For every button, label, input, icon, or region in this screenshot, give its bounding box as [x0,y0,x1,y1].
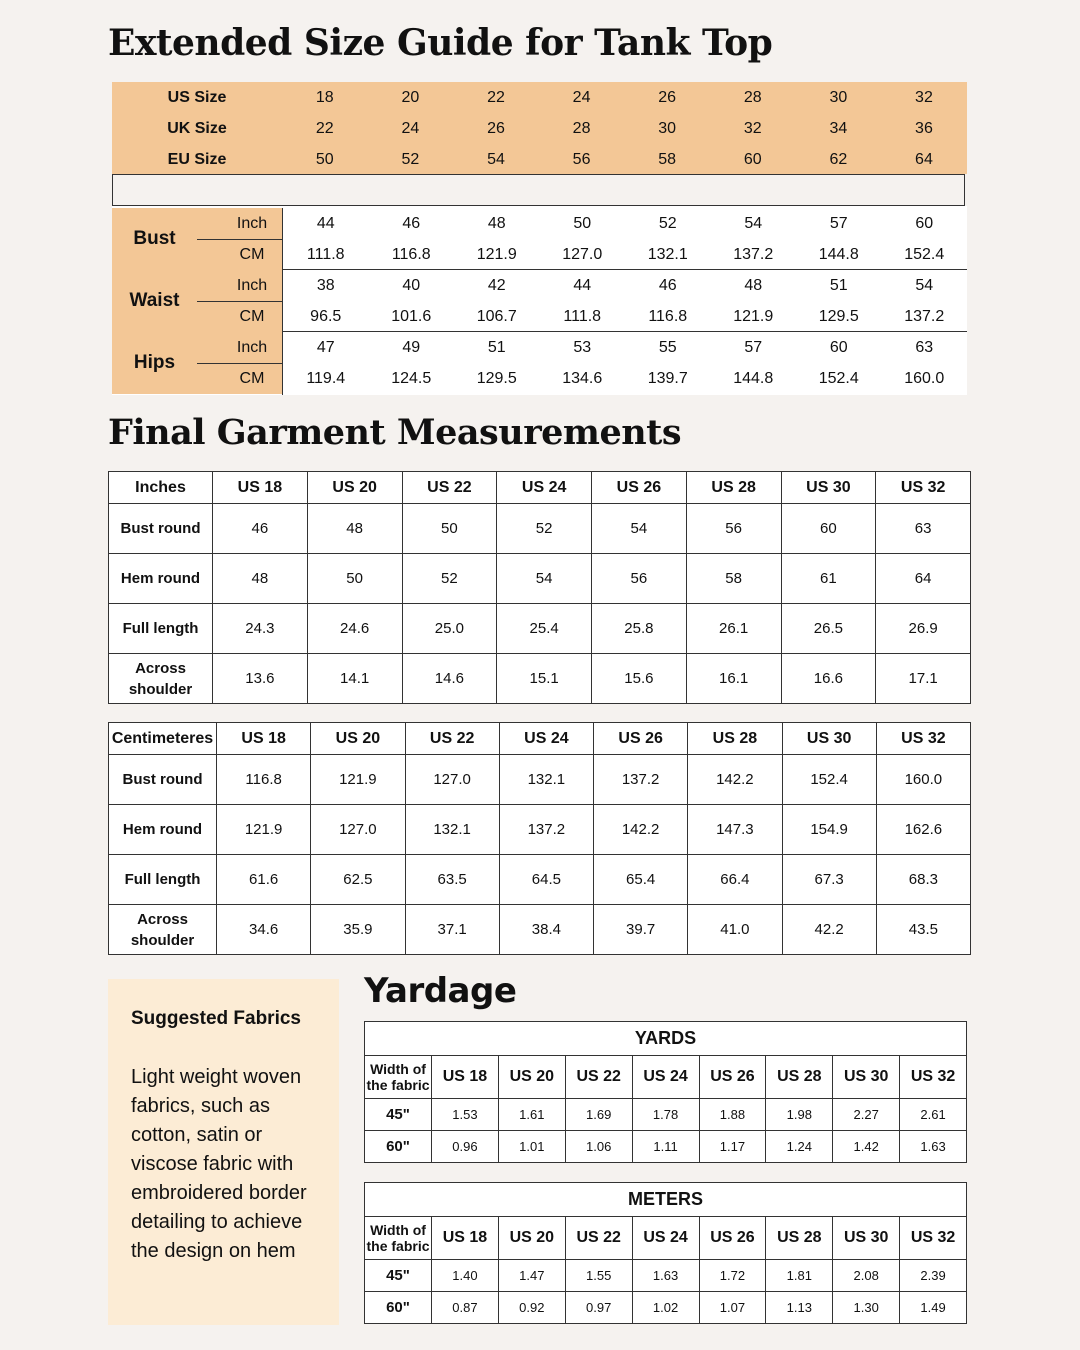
row-label: Hem round [109,554,213,604]
unit-inch-label: Inch [236,276,268,294]
yardage-cell: 0.92 [498,1292,565,1324]
yardage-cell: 0.97 [565,1292,632,1324]
table-row [109,755,971,805]
measurement-cell: 127.0 [311,805,405,855]
size-row [112,113,967,144]
size-header: US 20 [498,1217,565,1260]
size-header: US 18 [432,1056,499,1099]
measurement-name: Waist [129,290,180,311]
measurement-cell: 64.5 [499,855,593,905]
table-row [365,1260,967,1292]
size-header: US 22 [405,723,499,755]
measurement-label-cell [112,270,282,332]
inch-value: 40 [402,276,421,294]
cm-values-row [283,239,967,270]
yardage-cell: 1.02 [632,1292,699,1324]
size-header: US 26 [594,723,688,755]
table-row [109,554,971,604]
size-value: 58 [658,150,677,168]
measurement-cell: 142.2 [688,755,782,805]
measurement-cell: 68.3 [876,855,970,905]
garment-cm-table [108,722,971,955]
inch-value: 46 [402,214,421,232]
measurement-cell: 16.1 [686,654,781,704]
yardage-cell: 1.01 [498,1131,565,1163]
width-of-fabric-label [365,1056,432,1099]
inch-value: 50 [573,214,592,232]
width-label-line: the fabric [366,1077,430,1093]
size-value: 32 [915,88,933,106]
measurement-cell: 64 [876,554,971,604]
measurement-cell: 15.1 [497,654,592,704]
yardage-cell: 1.06 [565,1131,632,1163]
yardage-cell: 1.13 [766,1292,833,1324]
measurement-cell: 13.6 [213,654,308,704]
measurement-cell: 25.0 [402,604,497,654]
size-value: 28 [743,88,762,106]
yardage-cell: 1.07 [699,1292,766,1324]
size-value: 26 [487,119,505,137]
cm-value: 129.5 [476,369,517,387]
measurement-cell: 54 [592,504,687,554]
width-label-line: Width of [370,1222,426,1238]
measurement-cell: 48 [307,504,402,554]
measurement-label-cell [112,332,282,394]
inch-value: 54 [915,276,934,294]
cm-value: 127.0 [562,245,603,263]
measurement-cell: 63 [876,504,971,554]
size-value: 24 [401,119,420,137]
measurement-cell: 16.6 [781,654,876,704]
caption-row [365,1183,967,1217]
inch-value: 54 [744,214,763,232]
measurement-name: Bust [133,228,176,249]
cm-value: 111.8 [563,307,602,325]
measurement-cell: 26.5 [781,604,876,654]
size-header: US 26 [699,1217,766,1260]
width-label-line: the fabric [366,1238,430,1254]
size-value: 30 [658,119,677,137]
measurement-cell: 38.4 [499,905,593,955]
measurement-cell: 132.1 [499,755,593,805]
size-row-label: US Size [167,88,227,106]
measurement-cell: 152.4 [782,755,876,805]
size-header: US 20 [311,723,405,755]
unit-inch-label: Inch [236,214,268,232]
yardage-cell: 0.96 [432,1131,499,1163]
unit-divider [197,363,282,364]
measurement-cell: 48 [213,554,308,604]
inch-value: 52 [658,214,677,232]
cm-values-row [283,363,967,394]
inch-value: 48 [744,276,763,294]
inch-value: 49 [402,338,421,356]
cm-value: 116.8 [391,245,431,263]
inch-value: 42 [487,276,506,294]
size-value: 30 [829,88,848,106]
yardage-cell: 1.63 [632,1260,699,1292]
measurement-cell: 37.1 [405,905,499,955]
table-row [365,1131,967,1163]
cm-values-row [283,301,967,332]
inch-value: 57 [829,214,848,232]
size-value: 56 [572,150,591,168]
suggested-fabrics-panel [108,979,339,1325]
measurement-cell: 66.4 [688,855,782,905]
measurement-cell: 58 [686,554,781,604]
yardage-cell: 0.87 [432,1292,499,1324]
cm-value: 129.5 [818,307,859,325]
size-header: US 32 [900,1217,967,1260]
yardage-cell: 1.72 [699,1260,766,1292]
inch-value: 48 [487,214,506,232]
inch-value: 51 [829,276,848,294]
measurement-cell: 24.6 [307,604,402,654]
size-header: US 28 [686,472,781,504]
yardage-cell: 1.40 [432,1260,499,1292]
size-header: US 32 [900,1056,967,1099]
measurement-cell: 52 [497,504,592,554]
size-header: US 18 [432,1217,499,1260]
size-header: US 28 [688,723,782,755]
yardage-cell: 2.39 [900,1260,967,1292]
measurement-cell: 35.9 [311,905,405,955]
row-label-line: Across [137,910,188,928]
measurement-cell: 61.6 [217,855,311,905]
size-value: 62 [829,150,848,168]
measurement-cell: 121.9 [217,805,311,855]
inch-value: 57 [744,338,763,356]
yardage-cell: 1.81 [766,1260,833,1292]
measurement-cell: 25.8 [592,604,687,654]
size-header: US 32 [876,723,970,755]
yardage-cell: 1.53 [432,1099,499,1131]
size-value: 22 [487,88,505,106]
measurement-cell: 34.6 [217,905,311,955]
inch-value: 53 [573,338,592,356]
inch-value: 38 [316,276,335,294]
size-value: 24 [572,88,591,106]
size-header: US 24 [632,1217,699,1260]
yardage-cell: 1.17 [699,1131,766,1163]
size-value: 26 [658,88,677,106]
row-label: Bust round [109,504,213,554]
measurement-cell: 147.3 [688,805,782,855]
cm-value: 137.2 [733,245,774,263]
size-value: 32 [743,119,762,137]
measurement-cell: 137.2 [594,755,688,805]
cm-value: 116.8 [648,307,688,325]
size-header: US 30 [781,472,876,504]
cm-value: 144.8 [733,369,774,387]
unit-divider [197,301,282,302]
size-header: US 18 [213,472,308,504]
label-column-divider [282,208,283,395]
yardage-cell: 1.61 [498,1099,565,1131]
size-header: US 18 [217,723,311,755]
measurement-cell: 42.2 [782,905,876,955]
header-row [109,723,971,755]
measurement-cell: 62.5 [311,855,405,905]
yardage-cell: 1.63 [900,1131,967,1163]
yardage-cell: 2.27 [833,1099,900,1131]
unit-inch-label: Inch [236,338,268,356]
suggested-fabrics-text: Light weight woven fabrics, such as cotton, satin or viscose fabric with embroidered border detailing to achieve the design on hem [131,1066,307,1262]
size-header: US 30 [782,723,876,755]
size-value: 36 [915,119,933,137]
measurement-cell: 116.8 [217,755,311,805]
yardage-cell: 1.24 [766,1131,833,1163]
measurement-cell: 121.9 [311,755,405,805]
yardage-cell: 1.55 [565,1260,632,1292]
table-row [109,805,971,855]
suggested-fabrics-title: Suggested Fabrics [131,1008,301,1029]
measurement-cell: 132.1 [405,805,499,855]
size-header: US 26 [592,472,687,504]
measurement-cell: 127.0 [405,755,499,805]
size-value: 28 [572,119,591,137]
yardage-cell: 1.88 [699,1099,766,1131]
size-header: US 24 [497,472,592,504]
size-value: 34 [829,119,848,137]
row-label-line: Across [135,659,186,677]
size-header: US 28 [766,1056,833,1099]
fabric-width: 45" [365,1260,432,1292]
inch-value: 60 [829,338,848,356]
size-header: US 24 [499,723,593,755]
size-header: US 24 [632,1056,699,1099]
yardage-cell: 1.98 [766,1099,833,1131]
cm-value: 96.5 [310,307,342,325]
inch-value: 51 [487,338,506,356]
size-chart-spacer [112,174,965,206]
header-row [109,472,971,504]
size-value: 60 [743,150,762,168]
measurement-cell: 60 [781,504,876,554]
final-garment-title: Final Garment Measurements [108,412,682,453]
size-value: 64 [915,150,933,168]
size-header: US 32 [876,472,971,504]
size-header: US 30 [833,1056,900,1099]
cm-value: 106.7 [476,307,517,325]
unit-cm-label: CM [239,245,265,263]
yardage-cell: 1.49 [900,1292,967,1324]
size-value: 22 [315,119,334,137]
size-value: 50 [315,150,334,168]
yardage-cell: 1.11 [632,1131,699,1163]
table-row [109,905,971,955]
yardage-cell: 1.30 [833,1292,900,1324]
cm-value: 119.4 [306,369,346,387]
row-label: Hem round [109,805,217,855]
yardage-caption: YARDS [365,1022,967,1056]
measurement-cell: 65.4 [594,855,688,905]
inch-values-row [283,270,967,301]
measurement-cell: 26.9 [876,604,971,654]
yardage-yards-table [364,1021,967,1163]
table-row [365,1099,967,1131]
size-row-label: UK Size [167,119,227,137]
cm-value: 124.5 [391,369,432,387]
cm-value: 139.7 [647,369,688,387]
measurement-group [112,332,967,394]
yardage-cell: 1.47 [498,1260,565,1292]
corner-label: Centimeteres [109,723,217,755]
measurement-cell: 24.3 [213,604,308,654]
cm-value: 121.9 [476,245,517,263]
cm-value: 152.4 [818,369,859,387]
yardage-cell: 1.42 [833,1131,900,1163]
measurement-cell: 52 [402,554,497,604]
measurement-cell: 17.1 [876,654,971,704]
inch-value: 47 [316,338,335,356]
inch-values-row [283,208,967,239]
measurement-cell: 41.0 [688,905,782,955]
measurement-cell: 15.6 [592,654,687,704]
measurement-cell: 14.1 [307,654,402,704]
yardage-title: Yardage [364,971,517,1011]
size-value: 54 [487,150,505,168]
cm-value: 137.2 [904,307,945,325]
inch-value: 44 [573,276,592,294]
yardage-meters-table [364,1182,967,1324]
fabric-width: 60" [365,1292,432,1324]
row-label [109,905,217,955]
unit-cm-label: CM [239,307,265,325]
size-row [112,144,967,175]
garment-inches-table [108,471,971,704]
inch-value: 63 [915,338,934,356]
size-header: US 30 [833,1217,900,1260]
table-row [109,654,971,704]
size-value: 52 [401,150,420,168]
row-label: Full length [109,855,217,905]
measurement-cell: 56 [592,554,687,604]
row-label: Full length [109,604,213,654]
size-header: US 22 [565,1217,632,1260]
measurement-cell: 14.6 [402,654,497,704]
caption-row [365,1022,967,1056]
width-label-line: Width of [370,1061,426,1077]
size-header: US 20 [307,472,402,504]
yardage-caption: METERS [365,1183,967,1217]
measurement-cell: 54 [497,554,592,604]
yardage-cell: 1.78 [632,1099,699,1131]
measurement-cell: 162.6 [876,805,970,855]
size-value: 20 [401,88,420,106]
width-of-fabric-label [365,1217,432,1260]
cm-value: 152.4 [904,245,945,263]
measurement-cell: 137.2 [499,805,593,855]
cm-value: 134.6 [562,369,603,387]
inch-value: 44 [316,214,335,232]
inch-value: 46 [658,276,677,294]
inch-values-row [283,332,967,363]
measurement-cell: 61 [781,554,876,604]
cm-value: 144.8 [818,245,859,263]
measurement-cell: 56 [686,504,781,554]
cm-value: 111.8 [306,245,345,263]
fabric-width: 45" [365,1099,432,1131]
table-row [109,604,971,654]
measurement-cell: 63.5 [405,855,499,905]
cm-value: 160.0 [904,369,945,387]
row-label [109,654,213,704]
size-header: US 20 [498,1056,565,1099]
table-row [365,1292,967,1324]
yardage-cell: 2.61 [900,1099,967,1131]
measurement-cell: 50 [402,504,497,554]
measurement-group [112,270,967,332]
yardage-cell: 2.08 [833,1260,900,1292]
measurement-name: Hips [133,352,176,373]
measurement-cell: 154.9 [782,805,876,855]
header-row [365,1056,967,1099]
fabric-width: 60" [365,1131,432,1163]
measurement-cell: 142.2 [594,805,688,855]
measurement-cell: 50 [307,554,402,604]
corner-label: Inches [109,472,213,504]
measurement-cell: 67.3 [782,855,876,905]
cm-value: 132.1 [647,245,688,263]
size-value: 18 [315,88,334,106]
table-row [109,855,971,905]
measurement-cell: 43.5 [876,905,970,955]
measurement-label-cell [112,208,282,270]
measurement-cell: 160.0 [876,755,970,805]
inch-value: 55 [658,338,677,356]
size-guide-title: Extended Size Guide for Tank Top [108,22,773,64]
header-row [365,1217,967,1260]
unit-cm-label: CM [239,369,265,387]
measurement-cell: 26.1 [686,604,781,654]
size-header: US 22 [565,1056,632,1099]
table-row [109,504,971,554]
measurement-group [112,208,967,270]
inch-value: 60 [915,214,934,232]
row-label-line: shoulder [130,931,195,949]
size-chart [112,82,967,395]
cm-value: 121.9 [733,307,774,325]
measurement-cell: 46 [213,504,308,554]
size-header: US 28 [766,1217,833,1260]
size-header: US 22 [402,472,497,504]
measurement-cell: 39.7 [594,905,688,955]
cm-value: 101.6 [391,307,432,325]
row-label: Bust round [109,755,217,805]
unit-divider [197,239,282,240]
measurement-cell: 25.4 [497,604,592,654]
row-label-line: shoulder [128,680,193,698]
size-row-label: EU Size [167,150,227,168]
size-header: US 26 [699,1056,766,1099]
yardage-cell: 1.69 [565,1099,632,1131]
size-row [112,82,967,113]
